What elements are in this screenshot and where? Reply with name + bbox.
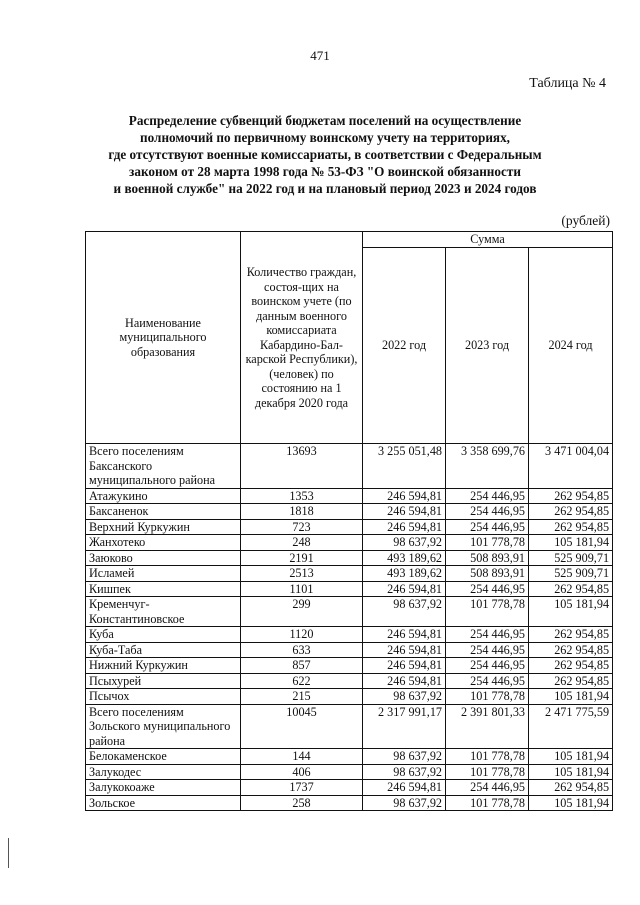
cell-name: Нижний Куркужин	[86, 658, 241, 674]
cell-2023: 2 391 801,33	[446, 704, 529, 749]
table-row	[86, 597, 613, 627]
cell-2022: 98 637,92	[363, 795, 446, 811]
cell-quantity: 723	[241, 519, 363, 535]
cell-name: Всего поселениям Баксанского муниципального района	[86, 444, 241, 489]
cell-name: Зольское	[86, 795, 241, 811]
table-row	[86, 658, 613, 674]
cell-quantity: 299	[241, 597, 363, 627]
cell-2022: 246 594,81	[363, 504, 446, 520]
header-2022: 2022 год	[363, 248, 446, 444]
cell-2022: 98 637,92	[363, 689, 446, 705]
cell-name: Жанхотеко	[86, 535, 241, 551]
cell-2023: 101 778,78	[446, 795, 529, 811]
cell-2024: 525 909,71	[529, 550, 613, 566]
cell-2023: 101 778,78	[446, 535, 529, 551]
table-row	[86, 566, 613, 582]
cell-2024: 262 954,85	[529, 519, 613, 535]
cell-2023: 254 446,95	[446, 642, 529, 658]
cell-2022: 246 594,81	[363, 581, 446, 597]
table-row	[86, 749, 613, 765]
cell-2023: 3 358 699,76	[446, 444, 529, 489]
cell-2024: 262 954,85	[529, 780, 613, 796]
cell-name: Исламей	[86, 566, 241, 582]
cell-2023: 101 778,78	[446, 689, 529, 705]
cell-2022: 98 637,92	[363, 597, 446, 627]
header-sum: Сумма	[363, 232, 613, 248]
table-label: Таблица № 4	[529, 76, 606, 91]
table-body	[86, 444, 613, 811]
table-row	[86, 488, 613, 504]
header-2023: 2023 год	[446, 248, 529, 444]
cell-2023: 254 446,95	[446, 488, 529, 504]
cell-2023: 254 446,95	[446, 780, 529, 796]
cell-quantity: 622	[241, 673, 363, 689]
title-line: полномочий по первичному воинскому учету на территориях,	[140, 130, 510, 145]
cell-2024: 525 909,71	[529, 566, 613, 582]
cell-name: Атажукино	[86, 488, 241, 504]
cell-name: Залукодес	[86, 764, 241, 780]
cell-quantity: 144	[241, 749, 363, 765]
cell-name: Куба	[86, 627, 241, 643]
cell-2023: 101 778,78	[446, 764, 529, 780]
cell-2024: 3 471 004,04	[529, 444, 613, 489]
cell-2022: 2 317 991,17	[363, 704, 446, 749]
header-name: Наименование муниципального образования	[86, 232, 241, 444]
cell-2022: 246 594,81	[363, 627, 446, 643]
cell-2022: 98 637,92	[363, 764, 446, 780]
document-title	[70, 112, 580, 197]
cell-2023: 254 446,95	[446, 673, 529, 689]
cell-2022: 246 594,81	[363, 642, 446, 658]
cell-2023: 101 778,78	[446, 749, 529, 765]
cell-2024: 105 181,94	[529, 535, 613, 551]
units-label: (рублей)	[561, 213, 610, 228]
table-row	[86, 444, 613, 489]
cell-2024: 262 954,85	[529, 673, 613, 689]
cell-quantity: 1353	[241, 488, 363, 504]
cell-quantity: 1737	[241, 780, 363, 796]
cell-name: Баксаненок	[86, 504, 241, 520]
title-line: Распределение субвенций бюджетам поселений на осуществление	[128, 113, 522, 128]
cell-2024: 105 181,94	[529, 597, 613, 627]
cell-name: Псычох	[86, 689, 241, 705]
cell-name: Псыхурей	[86, 673, 241, 689]
cell-2022: 493 189,62	[363, 566, 446, 582]
table-row	[86, 673, 613, 689]
cell-2023: 254 446,95	[446, 504, 529, 520]
table-row	[86, 642, 613, 658]
cell-2022: 246 594,81	[363, 519, 446, 535]
cell-2024: 262 954,85	[529, 581, 613, 597]
cell-quantity: 258	[241, 795, 363, 811]
table-row	[86, 780, 613, 796]
cell-2023: 254 446,95	[446, 627, 529, 643]
cell-2023: 254 446,95	[446, 658, 529, 674]
table-row	[86, 764, 613, 780]
cell-2024: 262 954,85	[529, 504, 613, 520]
cell-name: Кишпек	[86, 581, 241, 597]
cell-2023: 508 893,91	[446, 566, 529, 582]
cell-2024: 262 954,85	[529, 488, 613, 504]
table-row	[86, 704, 613, 749]
cell-quantity: 1120	[241, 627, 363, 643]
cell-2024: 2 471 775,59	[529, 704, 613, 749]
cell-name: Белокаменское	[86, 749, 241, 765]
table-row	[86, 519, 613, 535]
cell-2023: 254 446,95	[446, 519, 529, 535]
cell-quantity: 13693	[241, 444, 363, 489]
table-row	[86, 535, 613, 551]
table-row	[86, 550, 613, 566]
cell-quantity: 2513	[241, 566, 363, 582]
cell-2023: 254 446,95	[446, 581, 529, 597]
cell-name: Заюково	[86, 550, 241, 566]
cell-2024: 105 181,94	[529, 689, 613, 705]
cell-name: Всего поселениям Зольского муниципального района	[86, 704, 241, 749]
cell-quantity: 857	[241, 658, 363, 674]
cell-quantity: 1818	[241, 504, 363, 520]
title-line: и военной службе" на 2022 год и на плановый период 2023 и 2024 годов	[113, 181, 537, 196]
scan-edge-mark	[8, 838, 9, 868]
table-row	[86, 581, 613, 597]
cell-quantity: 2191	[241, 550, 363, 566]
cell-2022: 3 255 051,48	[363, 444, 446, 489]
cell-quantity: 10045	[241, 704, 363, 749]
cell-quantity: 633	[241, 642, 363, 658]
cell-name: Верхний Куркужин	[86, 519, 241, 535]
cell-name: Куба-Таба	[86, 642, 241, 658]
cell-2024: 105 181,94	[529, 749, 613, 765]
cell-quantity: 1101	[241, 581, 363, 597]
table-row	[86, 689, 613, 705]
cell-2024: 262 954,85	[529, 642, 613, 658]
cell-2024: 262 954,85	[529, 658, 613, 674]
header-quantity: Количество граждан, состоя-щих на воинском учете (по данным военного комиссариата Кабардино-Бал-карской Республики), (человек) по состоянию на 1 декабря 2020 года	[241, 232, 363, 444]
cell-2022: 246 594,81	[363, 658, 446, 674]
cell-quantity: 215	[241, 689, 363, 705]
cell-2022: 493 189,62	[363, 550, 446, 566]
cell-2023: 508 893,91	[446, 550, 529, 566]
cell-2023: 101 778,78	[446, 597, 529, 627]
cell-2024: 105 181,94	[529, 795, 613, 811]
subvention-table	[85, 231, 613, 811]
header-2024: 2024 год	[529, 248, 613, 444]
cell-2022: 246 594,81	[363, 673, 446, 689]
cell-quantity: 248	[241, 535, 363, 551]
table-row	[86, 795, 613, 811]
cell-2022: 246 594,81	[363, 488, 446, 504]
cell-name: Кременчуг-Константиновское	[86, 597, 241, 627]
cell-2022: 98 637,92	[363, 535, 446, 551]
cell-name: Залукокоаже	[86, 780, 241, 796]
title-line: где отсутствуют военные комиссариаты, в соответствии с Федеральным	[108, 147, 542, 162]
cell-2024: 105 181,94	[529, 764, 613, 780]
cell-2024: 262 954,85	[529, 627, 613, 643]
table-row	[86, 504, 613, 520]
page-number: 471	[310, 48, 330, 63]
title-line: законом от 28 марта 1998 года № 53-ФЗ "О воинской обязанности	[129, 164, 521, 179]
cell-2022: 98 637,92	[363, 749, 446, 765]
cell-2022: 246 594,81	[363, 780, 446, 796]
cell-quantity: 406	[241, 764, 363, 780]
table-row	[86, 627, 613, 643]
